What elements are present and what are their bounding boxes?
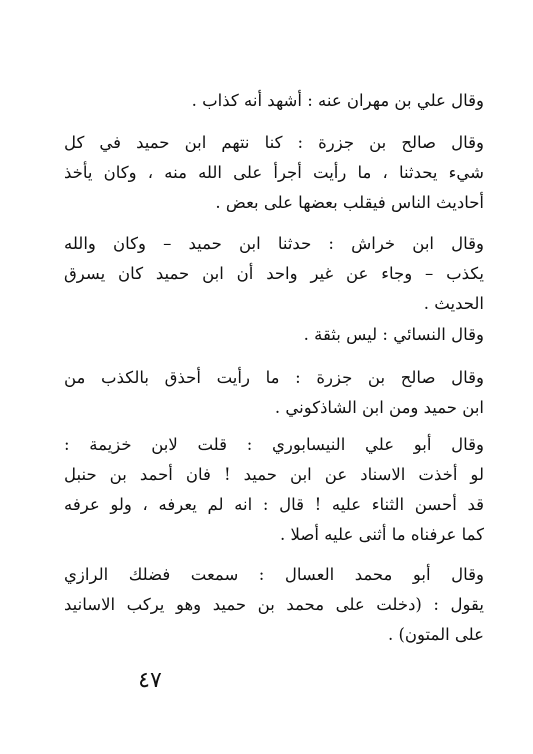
paragraph-abu-muhammad-al-assal	[64, 560, 484, 650]
paragraph-salih-bin-jazara-2	[64, 363, 484, 423]
paragraph-al-nasai	[64, 320, 484, 350]
text-line: الحديث .	[423, 294, 484, 313]
page-number: ٤٧	[138, 668, 162, 693]
text-line: ابن حميد ومن ابن الشاذكوني .	[274, 398, 484, 417]
text-line: وقال صالح بن جزرة : كنا نتهم ابن حميد في كل	[64, 133, 484, 152]
text-line: قد أحسن الثناء عليه ! قال : انه لم يعرفه ، ولو عرفه	[64, 495, 484, 514]
paragraph-salih-bin-jazara-1	[64, 128, 484, 218]
text-line: وقال ابن خراش : حدثنا ابن حميد – وكان والله	[64, 234, 484, 253]
text-line: يقول : (دخلت على محمد بن حميد وهو يركب الاسانيد	[64, 595, 484, 614]
paragraph-ali-bin-mihran	[64, 86, 484, 116]
paragraph-abu-ali-al-naysaburi	[64, 430, 484, 550]
text-line: يكذب – وجاء عن غير واحد أن ابن حميد كان يسرق	[64, 264, 484, 283]
text-line: كما عرفناه ما أثنى عليه أصلا .	[280, 525, 484, 544]
text-line: وقال النسائي : ليس بثقة .	[303, 325, 484, 344]
text-line: وقال علي بن مهران عنه : أشهد أنه كذاب .	[191, 91, 484, 110]
text-line: وقال أبو محمد العسال : سمعت فضلك الرازي	[64, 565, 484, 584]
text-line: شيء يحدثنا ، ما رأيت أجرأ على الله منه ، وكان يأخذ	[64, 163, 484, 182]
text-line: وقال صالح بن جزرة : ما رأيت أحذق بالكذب من	[64, 368, 484, 387]
paragraph-ibn-khirash	[64, 229, 484, 319]
text-line: وقال أبو علي النيسابوري : قلت لابن خزيمة :	[64, 435, 484, 454]
text-line: أحاديث الناس فيقلب بعضها على بعض .	[215, 193, 484, 212]
text-line: على المتون) .	[387, 625, 484, 644]
text-line: لو أخذت الاسناد عن ابن حميد ! فان أحمد بن حنبل	[64, 465, 484, 484]
